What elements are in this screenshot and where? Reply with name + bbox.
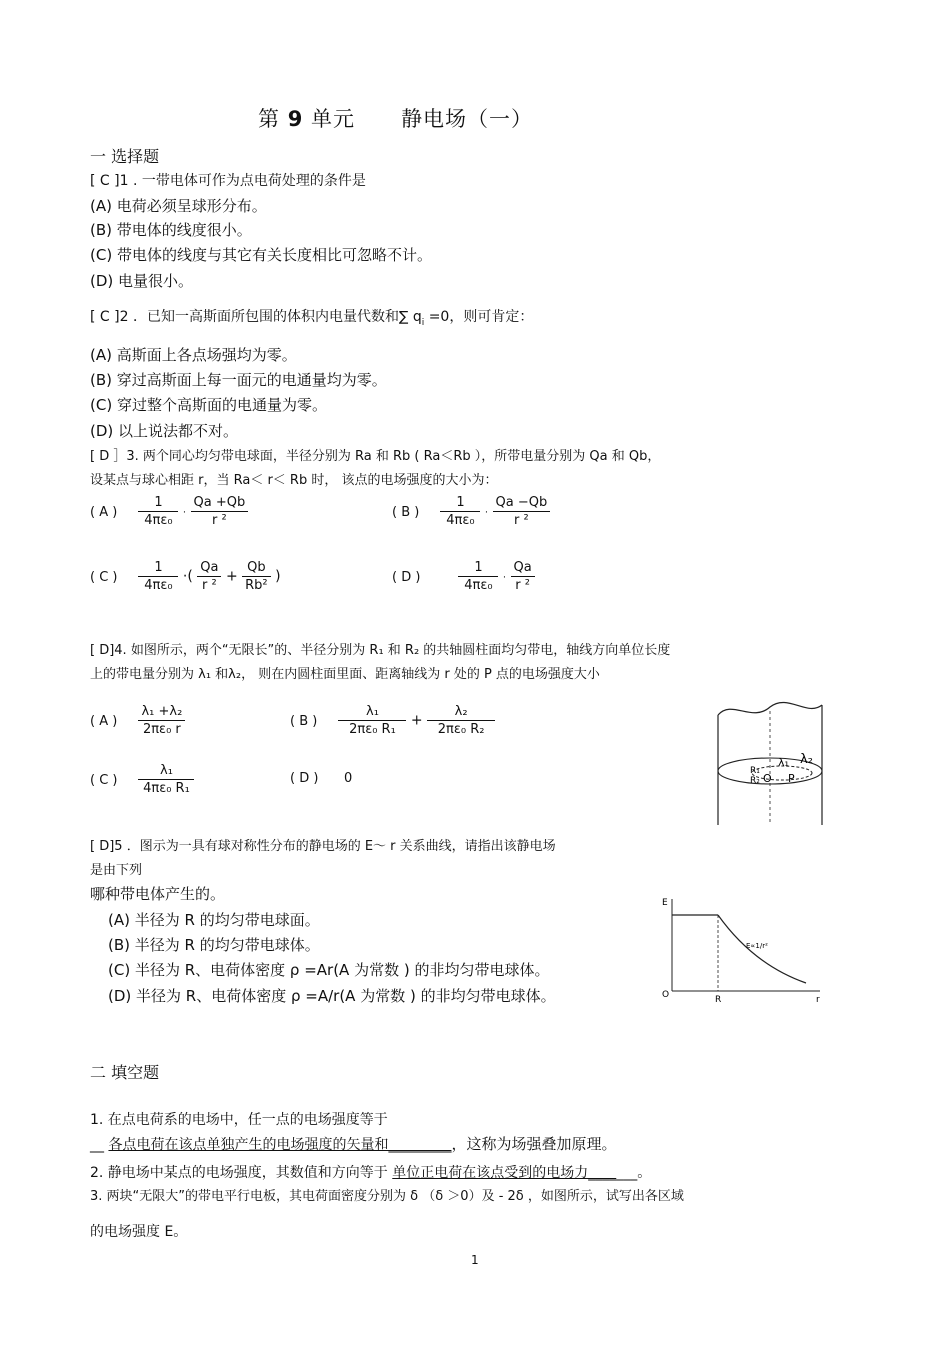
f1-answer: 各点电荷在该点单独产生的电场强度的矢量和_________: [108, 1137, 452, 1153]
svg-text:E∝1/r²: E∝1/r²: [746, 942, 768, 950]
q3-stem-line2: 设某点与球心相距 r，当 Ra＜ r＜ Rb 时， 该点的电场强度的大小为：: [90, 473, 498, 488]
q4-stem-line2: 上的带电量分别为 λ₁ 和λ₂， 则在内圆柱面里面、距离轴线为 r 处的 P 点的电场强度大小: [90, 667, 600, 682]
svg-text:P: P: [788, 772, 795, 785]
f1-line2: __ 各点电荷在该点单独产生的电场强度的矢量和_________，这称为场强叠加原理。: [90, 1135, 617, 1153]
svg-text:E: E: [662, 898, 668, 908]
q3-option-c: ( C ) $\frac{1}{\text{4πε₀}}$ ·( $\frac{Qa}{\text{r ²}}$ + $\frac{Qb}{\text{Rb²}}$ ): [90, 560, 281, 593]
page-number: 1: [471, 1253, 479, 1267]
q2-option-c: (C) 穿过整个高斯面的电通量为零。: [90, 396, 327, 414]
svg-text:O: O: [763, 772, 772, 785]
f2-answer: 单位正电荷在该点受到的电场力____: [392, 1165, 617, 1181]
q4-option-c: ( C ) $\frac{\text{λ₁}}{\text{4πε₀ R₁}}$: [90, 763, 194, 796]
f1-line1: 1. 在点电荷系的电场中，任一点的电场强度等于: [90, 1112, 388, 1128]
svg-text:r: r: [816, 995, 820, 1005]
q2-stem: [ C ]2 ．已知一高斯面所包围的体积内电量代数和∑ $q_i =0$，则可肯定：: [90, 309, 534, 328]
q2-option-d: (D) 以上说法都不对。: [90, 422, 239, 440]
q4-option-a: ( A ) $\frac{\text{λ₁ +λ₂}}{\text{2πε₀ r}}$: [90, 704, 185, 737]
q3-option-b: ( B ) $\frac{1}{\text{4πε₀}}$ · $\frac{Qa -Qb}{\text{r ²}}$: [392, 495, 550, 528]
page-title: 第 9 单元 静电场（一）: [258, 107, 534, 131]
q5-stem-line1: [ D]5 ．图示为一具有球对称性分布的静电场的 E～ r 关系曲线，请指出该静电场: [90, 839, 556, 854]
q5-option-a: (A) 半径为 R 的均匀带电球面。: [108, 911, 320, 929]
q4-option-d: ( D ) 0: [290, 771, 353, 786]
q3-option-d: ( D ) $\frac{1}{\text{4πε₀}}$ · $\frac{Qa}{\text{r ²}}$: [392, 560, 535, 593]
svg-text:R₁: R₁: [750, 766, 760, 776]
q1-option-c: (C) 带电体的线度与其它有关长度相比可忽略不计。: [90, 246, 432, 264]
f2-line: 2. 静电场中某点的电场强度，其数值和方向等于 单位正电荷在该点受到的电场力_______。: [90, 1165, 652, 1181]
svg-text:R: R: [715, 995, 722, 1005]
section-choice-heading: 一 选择题: [90, 147, 160, 166]
q1-option-a: (A) 电荷必须呈球形分布。: [90, 197, 267, 215]
f3-line2: 的电场强度 E。: [90, 1224, 188, 1240]
e-r-curve-figure: [656, 893, 826, 1005]
section-fill-heading: 二 填空题: [90, 1063, 160, 1082]
q1-stem: [ C ]1 . 一带电体可作为点电荷处理的条件是: [90, 173, 366, 189]
q3-option-a: ( A ) $\frac{1}{\text{4πε₀}}$ · $\frac{Qa +Qb}{\text{r ²}}$: [90, 495, 248, 528]
f3-line1: 3. 两块“无限大”的带电平行电板，其电荷面密度分别为 δ （δ ＞0）及 - 2δ ，如图所示，试写出各区域: [90, 1189, 684, 1204]
svg-text:O: O: [662, 990, 670, 1000]
svg-text:λ₁: λ₁: [778, 756, 789, 769]
q5-option-b: (B) 半径为 R 的均匀带电球体。: [108, 936, 320, 954]
svg-text:λ₂: λ₂: [800, 752, 813, 767]
q3-stem-line1: [ D ］3. 两个同心均匀带电球面，半径分别为 Ra 和 Rb ( Ra＜Rb ），所带电量分别为 Qa 和 Qb，: [90, 449, 661, 464]
q4-option-b: ( B ) $\frac{\text{λ₁}}{\text{2πε₀ R₁}}$ + $\frac{\text{λ₂}}{\text{2πε₀ R₂}}$: [290, 704, 495, 737]
coaxial-cylinder-figure: [712, 693, 828, 829]
q5-option-d: (D) 半径为 R、电荷体密度 ρ =A/r(A 为常数 ) 的非均匀带电球体。: [108, 987, 556, 1005]
q1-option-b: (B) 带电体的线度很小。: [90, 221, 252, 239]
q5-stem-line2: 是由下列: [90, 863, 143, 878]
q2-option-b: (B) 穿过高斯面上每一面元的电通量均为零。: [90, 371, 387, 389]
q5-stem-line3: 哪种带电体产生的。: [90, 885, 226, 903]
q1-option-d: (D) 电量很小。: [90, 272, 194, 290]
q5-option-c: (C) 半径为 R、电荷体密度 ρ =Ar(A 为常数 ) 的非均匀带电球体。: [108, 961, 550, 979]
q2-option-a: (A) 高斯面上各点场强均为零。: [90, 346, 297, 364]
q4-stem-line1: [ D]4. 如图所示，两个“无限长”的、半径分别为 R₁ 和 R₂ 的共轴圆柱面均匀带电，轴线方向单位长度: [90, 643, 671, 658]
svg-text:R₂: R₂: [750, 776, 760, 786]
